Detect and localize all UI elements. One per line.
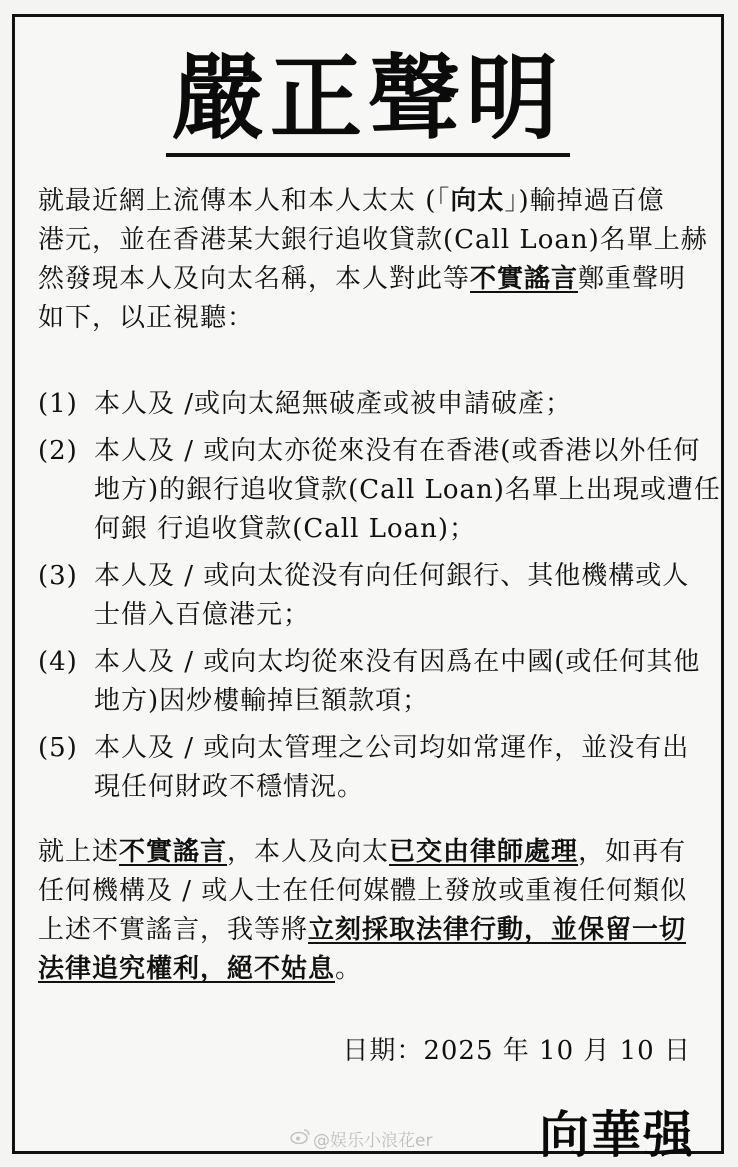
watermark-text: @娱乐小浪花er [313, 1131, 433, 1151]
closing-line-2: 任何機構及 / 或人士在任何媒體上發放或重複任何類似 [38, 876, 688, 906]
closing-text: ，如再有 [578, 837, 687, 867]
closing-line-4 [38, 950, 708, 989]
intro-text: 鄭重聲明 [578, 264, 687, 294]
closing-line-3 [38, 911, 708, 950]
statement-list [38, 385, 721, 815]
intro-line-3 [38, 260, 708, 299]
item-line: 士借入百億港元； [94, 600, 311, 630]
item-line: 本人及 / 或向太均從來没有因爲在中國(或任何其他 [94, 647, 701, 677]
closing-text: 就上述 [38, 837, 120, 867]
closing-line-1 [38, 833, 708, 872]
item-text [94, 643, 718, 721]
item-text [94, 385, 718, 424]
intro-text: 」)輸掉過百億 [504, 186, 665, 216]
signature: 向華强 [539, 1106, 695, 1164]
item-text [94, 432, 721, 549]
item-line: 現任何財政不穩情況。 [94, 772, 365, 802]
intro-line-1 [38, 182, 708, 221]
item-line: 本人及 / 或向太管理之公司均如常運作，並没有出 [94, 733, 690, 763]
intro-line-4: 如下，以正視聽： [38, 303, 255, 333]
notice-frame [12, 14, 724, 1164]
item-line: 本人及 / 或向太亦從來没有在香港(或香港以外任何 [94, 436, 701, 466]
list-item [38, 729, 718, 807]
item-line: 地方)因炒樓輸掉巨額款項； [94, 686, 430, 716]
item-text [94, 557, 718, 635]
closing-text: ，本人及向太 [227, 837, 390, 867]
closing-underlined-phrase: 已交由律師處理 [389, 837, 579, 867]
list-item [38, 385, 718, 424]
intro-underlined-phrase: 不實謠言 [470, 264, 579, 294]
watermark [290, 1126, 432, 1151]
intro-text: 就最近網上流傳本人和本人太太 (「 [38, 186, 451, 216]
intro-text: 然發現本人及向太名稱，本人對此等 [38, 264, 471, 294]
item-number: (3) [38, 561, 78, 591]
closing-underlined-phrase: 法律追究權利，絕不姑息 [38, 954, 336, 984]
list-item [38, 557, 718, 635]
item-number: (2) [38, 436, 78, 466]
item-line: 何銀 行追收貸款(Call Loan)； [94, 514, 477, 544]
item-line: 地方)的銀行追收貸款(Call Loan)名單上出現或遭任 [94, 475, 721, 505]
list-item [38, 432, 721, 549]
item-line: 本人及 / 或向太從没有向任何銀行、其他機構或人 [94, 561, 690, 591]
closing-text: 。 [335, 954, 363, 984]
item-number: (5) [38, 733, 78, 763]
item-number: (4) [38, 647, 78, 677]
intro-bold-name: 向太 [450, 186, 505, 216]
page-title: 嚴正聲明 [166, 47, 570, 157]
weibo-icon [290, 1128, 310, 1149]
closing-paragraph [38, 833, 708, 989]
intro-line-2: 港元，並在香港某大銀行追收貸款(Call Loan)名單上赫 [38, 225, 708, 255]
list-item [38, 643, 718, 721]
item-line: 本人及 /或向太絕無破產或被申請破產； [94, 389, 573, 419]
title-block [15, 47, 721, 157]
closing-underlined-phrase: 不實謠言 [119, 837, 228, 867]
closing-underlined-phrase: 立刻採取法律行動，並保留一切 [308, 915, 687, 945]
intro-paragraph [38, 182, 708, 338]
item-text [94, 729, 718, 807]
date-line: 日期：2025 年 10 月 10 日 [342, 1036, 691, 1066]
item-number: (1) [38, 389, 78, 419]
closing-text: 上述不實謠言，我等將 [38, 915, 309, 945]
